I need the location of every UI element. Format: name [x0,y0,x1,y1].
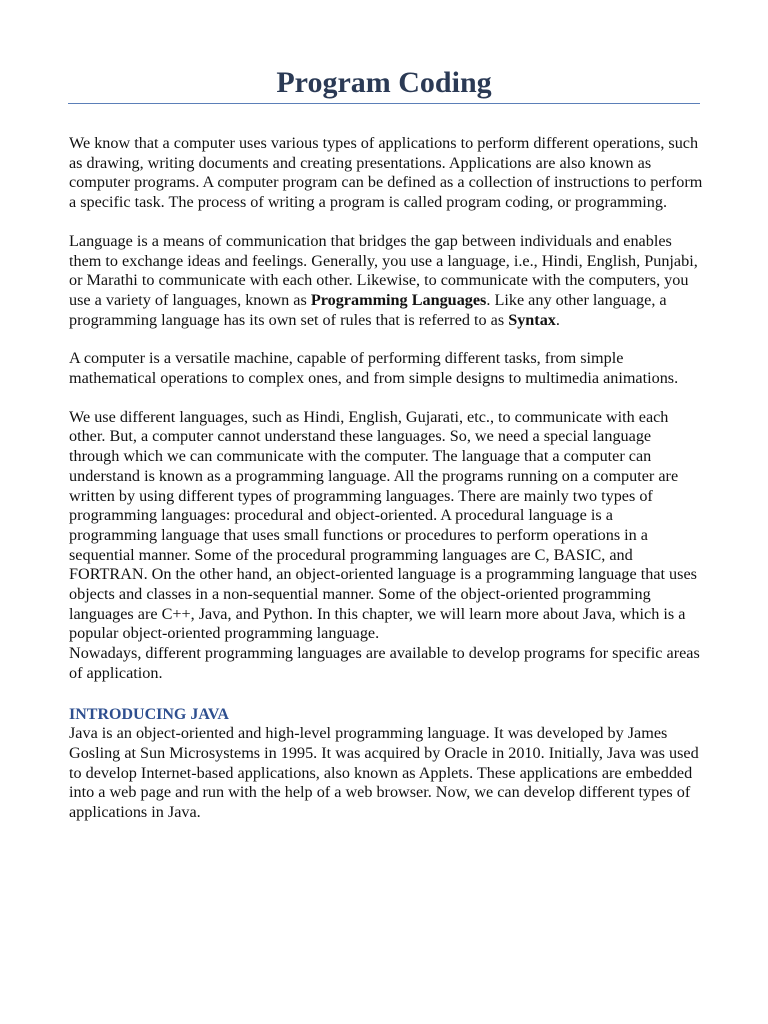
term-programming-languages: Programming Languages [310,290,487,309]
title-underline [68,103,700,104]
paragraph-language-text-2: . Like any other language, a programming language has its own set of rules that is referred to as [69,290,667,329]
paragraph-language-text-3: . [555,310,560,329]
paragraph-language [69,232,705,331]
paragraph-languages-types: We use different languages, such as Hindi, English, Gujarati, etc., to communicate with each other. But, a computer cannot understand these languages. So, we need a special language through which we can communicate with the computer. The language that a computer can understand is known as a programming language. All the programs running on a computer are written by using different types of programming languages. There are mainly two types of programming languages: procedural and object-oriented. A procedural language is a programming language that uses small functions or procedures to perform operations in a sequential manner. Some of the procedural programming languages are C, BASIC, and FORTRAN. On the other hand, an object-oriented language is a programming language that uses objects and classes in a non-sequential manner. Some of the object-oriented programming languages are C++, Java, and Python. In this chapter, we will learn more about Java, which is a popular object-oriented programming language. [69,407,697,643]
paragraph-java: Java is an object-oriented and high-level programming language. It was developed by James Gosling at Sun Microsystems in 1995. It was acquired by Oracle in 2010. Initially, Java was used to develop Internet-based applications, also known as Applets. These applications are embedded into a web page and run with the help of a web browser. Now, we can develop different types of applications in Java. [69,724,699,822]
document-body [69,134,705,823]
paragraph-nowadays: Nowadays, different programming languages are available to develop programs for specific areas of application. [69,644,700,682]
page-title: Program Coding [276,66,492,99]
section-heading-java: INTRODUCING JAVA [69,705,229,723]
paragraph-versatile: A computer is a versatile machine, capable of performing different tasks, from simple mathematical operations to complex ones, and from simple designs to multimedia animations. [69,349,679,388]
paragraph-language-text-1: Language is a means of communication that bridges the gap between individuals and enables them to exchange ideas and feelings. Generally, you use a language, i.e., Hindi, English, Punjabi, or Marathi to communicate with each other. Likewise, to communicate with the computers, you use a variety of languages, known as [69,231,698,309]
paragraph-intro: We know that a computer uses various types of applications to perform different operations, such as drawing, writing documents and creating presentations. Applications are also known as computer programs. A computer program can be defined as a collection of instructions to perform a specific task. The process of writing a program is called program coding, or programming. [69,134,703,212]
term-syntax: Syntax [508,310,556,329]
